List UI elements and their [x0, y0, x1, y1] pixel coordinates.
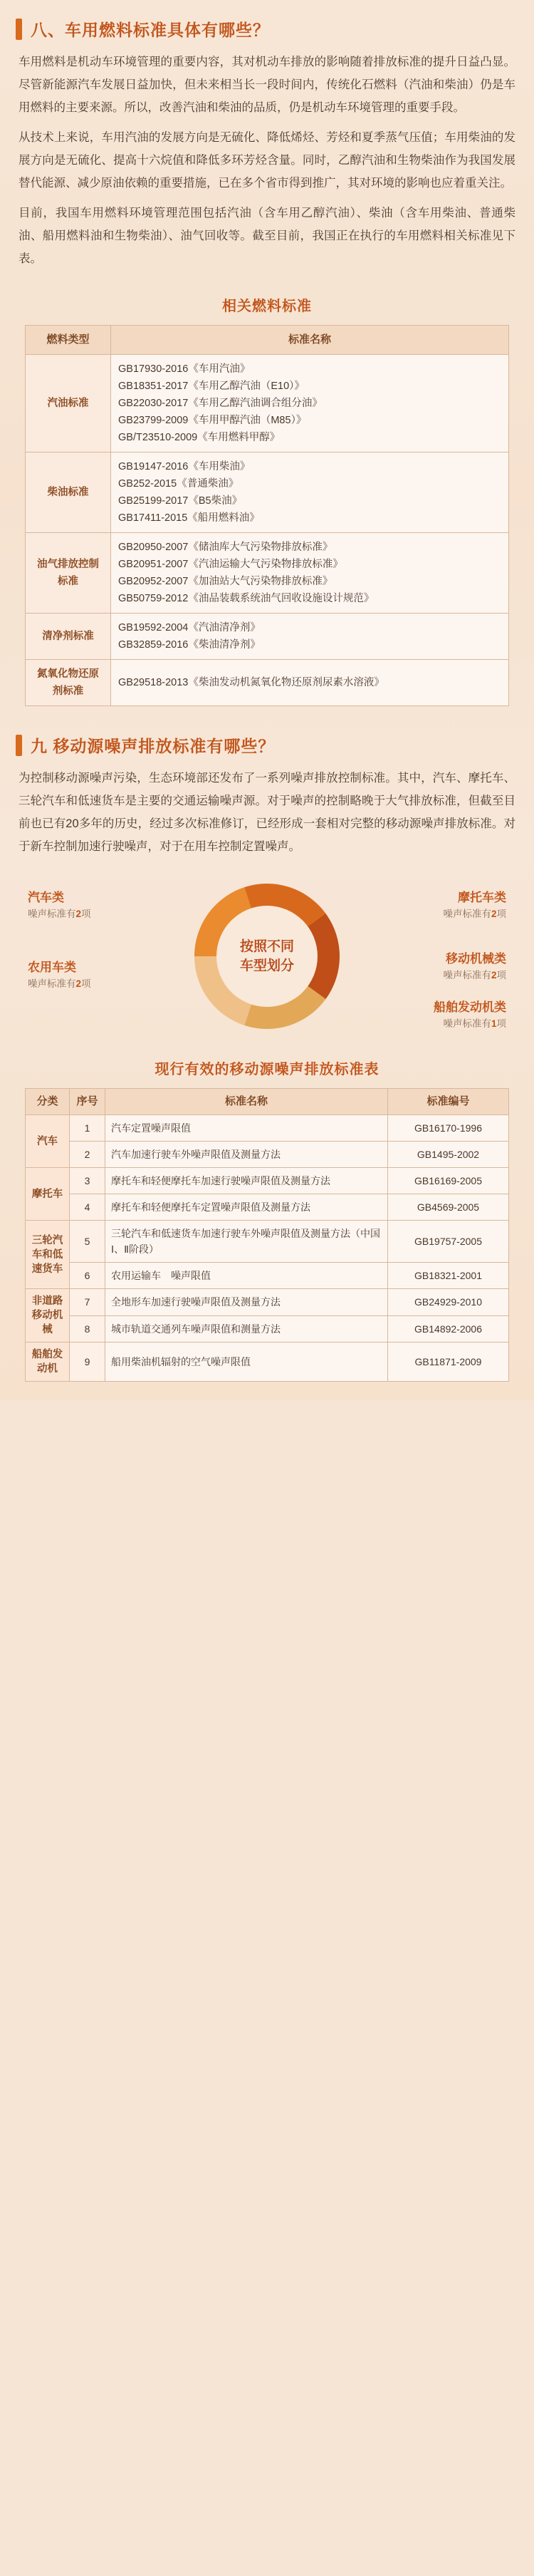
table-header-row — [26, 1089, 509, 1115]
table-row — [26, 452, 509, 533]
ring-label-desc-pre: 噪声标准有 — [28, 909, 76, 919]
cell-index: 2 — [70, 1142, 105, 1168]
cell-standard-code: GB18321-2001 — [388, 1263, 509, 1289]
standard-item: GB32859-2016《柴油清净剂》 — [118, 639, 261, 651]
cell-standards — [111, 452, 509, 533]
cell-standard-code: GB11871-2009 — [388, 1343, 509, 1382]
donut-center-line-1: 按照不同 — [239, 939, 294, 954]
ring-label-motorcycle — [378, 889, 506, 922]
cell-standard-code: GB19757-2005 — [388, 1221, 509, 1263]
ring-label-count: 2 — [75, 909, 82, 919]
cell-standard-code: GB16170-1996 — [388, 1115, 509, 1142]
cell-standard-name: 摩托车和轻便摩托车加速行驶噪声限值及测量方法 — [105, 1168, 388, 1194]
ring-label-desc — [378, 968, 506, 983]
cell-category: 油气排放控制标准 — [26, 533, 111, 614]
fuel-table-title: 相关燃料标准 — [222, 299, 312, 314]
donut-center-line-2: 车型划分 — [239, 958, 294, 973]
noise-standards-table — [25, 1088, 509, 1382]
ring-label-desc-post: 项 — [496, 909, 506, 919]
table-header-row — [26, 326, 509, 355]
standard-item: GB252-2015《普通柴油》 — [118, 478, 239, 490]
table-row — [26, 614, 509, 660]
cell-class: 非道路移动机械 — [26, 1289, 70, 1343]
ring-label-desc — [378, 906, 506, 922]
cell-standard-code: GB14892-2006 — [388, 1315, 509, 1343]
ring-label-desc-post: 项 — [496, 970, 506, 981]
section-9-body — [0, 764, 534, 869]
cell-index: 4 — [70, 1194, 105, 1221]
column-header-standard-code: 标准编号 — [388, 1089, 509, 1115]
cell-category: 清净剂标准 — [26, 614, 111, 660]
ring-label-farm-vehicle — [28, 959, 156, 992]
cell-index: 6 — [70, 1263, 105, 1289]
cell-standard-name: 汽车定置噪声限值 — [105, 1115, 388, 1142]
standard-item: GB20951-2007《汽油运输大气污染物排放标准》 — [118, 559, 343, 570]
ring-label-name: 船舶发动机类 — [434, 1000, 506, 1014]
table-row — [26, 1315, 509, 1343]
fuel-standards-table — [25, 325, 509, 706]
ring-label-name: 移动机械类 — [446, 952, 506, 966]
cell-standard-name: 农用运输车 噪声限值 — [105, 1263, 388, 1289]
ring-label-desc — [28, 906, 156, 922]
cell-index: 3 — [70, 1168, 105, 1194]
table-row — [26, 1168, 509, 1194]
cell-category: 汽油标准 — [26, 355, 111, 452]
paragraph: 为控制移动源噪声污染，生态环境部还发布了一系列噪声排放控制标准。其中，汽车、摩托车、三轮汽车和低速货车是主要的交通运输噪声源。对于噪声的控制略晚于大气排放标准，但截至目前也已有20多年的历史，经过多次标准修订，已经形成一套相对完整的移动源噪声排放标准。对于新车控制加速行驶噪声，对于在用车控制定置噪声。 — [19, 772, 515, 853]
table-row — [26, 660, 509, 706]
standard-item: GB17411-2015《船用燃料油》 — [118, 512, 260, 524]
cell-standard-name: 全地形车加速行驶噪声限值及测量方法 — [105, 1289, 388, 1316]
cell-index: 7 — [70, 1289, 105, 1316]
cell-standards — [111, 614, 509, 660]
section-9-heading — [0, 716, 534, 764]
cell-standard-code: GB4569-2005 — [388, 1194, 509, 1221]
cell-class: 船舶发动机 — [26, 1343, 70, 1382]
standard-item: GB29518-2013《柴油发动机氮氧化物还原剂尿素水溶液》 — [118, 677, 384, 688]
cell-class: 汽车 — [26, 1115, 70, 1168]
cell-category: 柴油标准 — [26, 452, 111, 533]
ring-label-mobile-machinery — [378, 951, 506, 983]
ring-label-desc-pre: 噪声标准有 — [28, 978, 76, 989]
vehicle-type-ring-diagram — [18, 874, 516, 1045]
table-row — [26, 1221, 509, 1263]
standard-item: GB/T23510-2009《车用燃料甲醇》 — [118, 432, 281, 443]
table-row — [26, 1289, 509, 1316]
cell-index: 1 — [70, 1115, 105, 1142]
ring-label-desc-pre: 噪声标准有 — [443, 970, 491, 981]
standard-item: GB20950-2007《储油库大气污染物排放标准》 — [118, 542, 333, 553]
cell-class: 摩托车 — [26, 1168, 70, 1221]
cell-standard-code: GB16169-2005 — [388, 1168, 509, 1194]
ring-label-name: 摩托车类 — [458, 891, 506, 904]
cell-index: 9 — [70, 1343, 105, 1382]
table-row — [26, 1263, 509, 1289]
paragraph: 目前，我国车用燃料环境管理范围包括汽油（含车用乙醇汽油）、柴油（含车用柴油、普通柴油、船用燃料油和生物柴油）、油气回收等。截至目前，我国正在执行的车用燃料相关标准见下表。 — [19, 207, 515, 265]
cell-standard-name: 城市轨道交通列车噪声限值和测量方法 — [105, 1315, 388, 1343]
cell-standards — [111, 355, 509, 452]
standard-item: GB18351-2017《车用乙醇汽油（E10）》 — [118, 381, 305, 392]
ring-label-car — [28, 889, 156, 922]
cell-standard-name: 汽车加速行驶车外噪声限值及测量方法 — [105, 1142, 388, 1168]
cell-index: 5 — [70, 1221, 105, 1263]
ring-label-desc-post: 项 — [81, 978, 91, 989]
column-header-class: 分类 — [26, 1089, 70, 1115]
section-8-body — [0, 48, 534, 281]
paragraph: 车用燃料是机动车环境管理的重要内容，其对机动车排放的影响随着排放标准的提升日益凸显。尽管新能源汽车发展日益加快，但未来相当长一段时间内，传统化石燃料（汽油和柴油）仍是车用燃料的主要来源。所以，改善汽油和柴油的品质，仍是机动车环境管理的重要手段。 — [19, 56, 515, 114]
ring-label-count: 2 — [75, 978, 82, 989]
section-9-title: 九 移动源噪声排放标准有哪些？ — [31, 737, 276, 755]
cell-standard-name: 船用柴油机辐射的空气噪声限值 — [105, 1343, 388, 1382]
ring-label-name: 农用车类 — [28, 961, 76, 974]
standard-item: GB19147-2016《车用柴油》 — [118, 461, 251, 472]
cell-index: 8 — [70, 1315, 105, 1343]
standard-item: GB50759-2012《油品装载系统油气回收设施设计规范》 — [118, 593, 375, 604]
cell-standards — [111, 533, 509, 614]
standard-item: GB25199-2017《B5柴油》 — [118, 495, 243, 507]
ring-label-desc-post: 项 — [81, 909, 91, 919]
column-header-fuel-type: 燃料类型 — [26, 326, 111, 355]
column-header-index: 序号 — [70, 1089, 105, 1115]
cell-standards — [111, 660, 509, 706]
noise-table-title: 现行有效的移动源噪声排放标准表 — [155, 1062, 379, 1077]
column-header-standard-name: 标准名称 — [105, 1089, 388, 1115]
standard-item: GB19592-2004《汽油清净剂》 — [118, 622, 261, 633]
standard-item: GB22030-2017《车用乙醇汽油调合组分油》 — [118, 398, 323, 409]
standard-item: GB20952-2007《加油站大气污染物排放标准》 — [118, 576, 333, 587]
paragraph: 从技术上来说，车用汽油的发展方向是无硫化、降低烯烃、芳烃和夏季蒸气压值；车用柴油的发展方向是无硫化、提高十六烷值和降低多环芳烃含量。同时，乙醇汽油和生物柴油作为我国发展替代能源、减少原油依赖的重要措施，已在多个省市得到推广，其对环境的影响也应着重关注。 — [19, 131, 515, 190]
cell-standard-name: 摩托车和轻便摩托车定置噪声限值及测量方法 — [105, 1194, 388, 1221]
cell-standard-code: GB1495-2002 — [388, 1142, 509, 1168]
ring-label-count: 2 — [491, 909, 497, 919]
section-8-title: 八、车用燃料标准具体有哪些？ — [31, 21, 270, 39]
ring-label-count: 1 — [491, 1018, 497, 1029]
ring-label-desc-pre: 噪声标准有 — [443, 909, 491, 919]
ring-label-name: 汽车类 — [28, 891, 64, 904]
section-8-heading — [0, 0, 534, 48]
ring-label-desc-post: 项 — [496, 1018, 506, 1029]
donut-center — [216, 906, 318, 1007]
table-row — [26, 355, 509, 452]
ring-label-desc-pre: 噪声标准有 — [443, 1018, 491, 1029]
column-header-standard-name: 标准名称 — [111, 326, 509, 355]
donut-ring — [194, 884, 340, 1029]
table-row — [26, 1115, 509, 1142]
table-row — [26, 533, 509, 614]
heading-accent-bar — [16, 735, 22, 756]
cell-class: 三轮汽车和低速货车 — [26, 1221, 70, 1289]
table-row — [26, 1142, 509, 1168]
ring-label-count: 2 — [491, 970, 497, 981]
ring-label-desc — [28, 976, 156, 992]
cell-category: 氮氧化物还原剂标准 — [26, 660, 111, 706]
table-row — [26, 1343, 509, 1382]
standard-item: GB23799-2009《车用甲醇汽油（M85）》 — [118, 415, 307, 426]
heading-accent-bar — [16, 19, 22, 40]
cell-standard-name: 三轮汽车和低速货车加速行驶车外噪声限值及测量方法（中国Ⅰ、Ⅱ阶段） — [105, 1221, 388, 1263]
cell-standard-code: GB24929-2010 — [388, 1289, 509, 1316]
ring-label-ship-engine — [378, 999, 506, 1032]
standard-item: GB17930-2016《车用汽油》 — [118, 363, 251, 375]
table-row — [26, 1194, 509, 1221]
ring-label-desc — [378, 1016, 506, 1032]
